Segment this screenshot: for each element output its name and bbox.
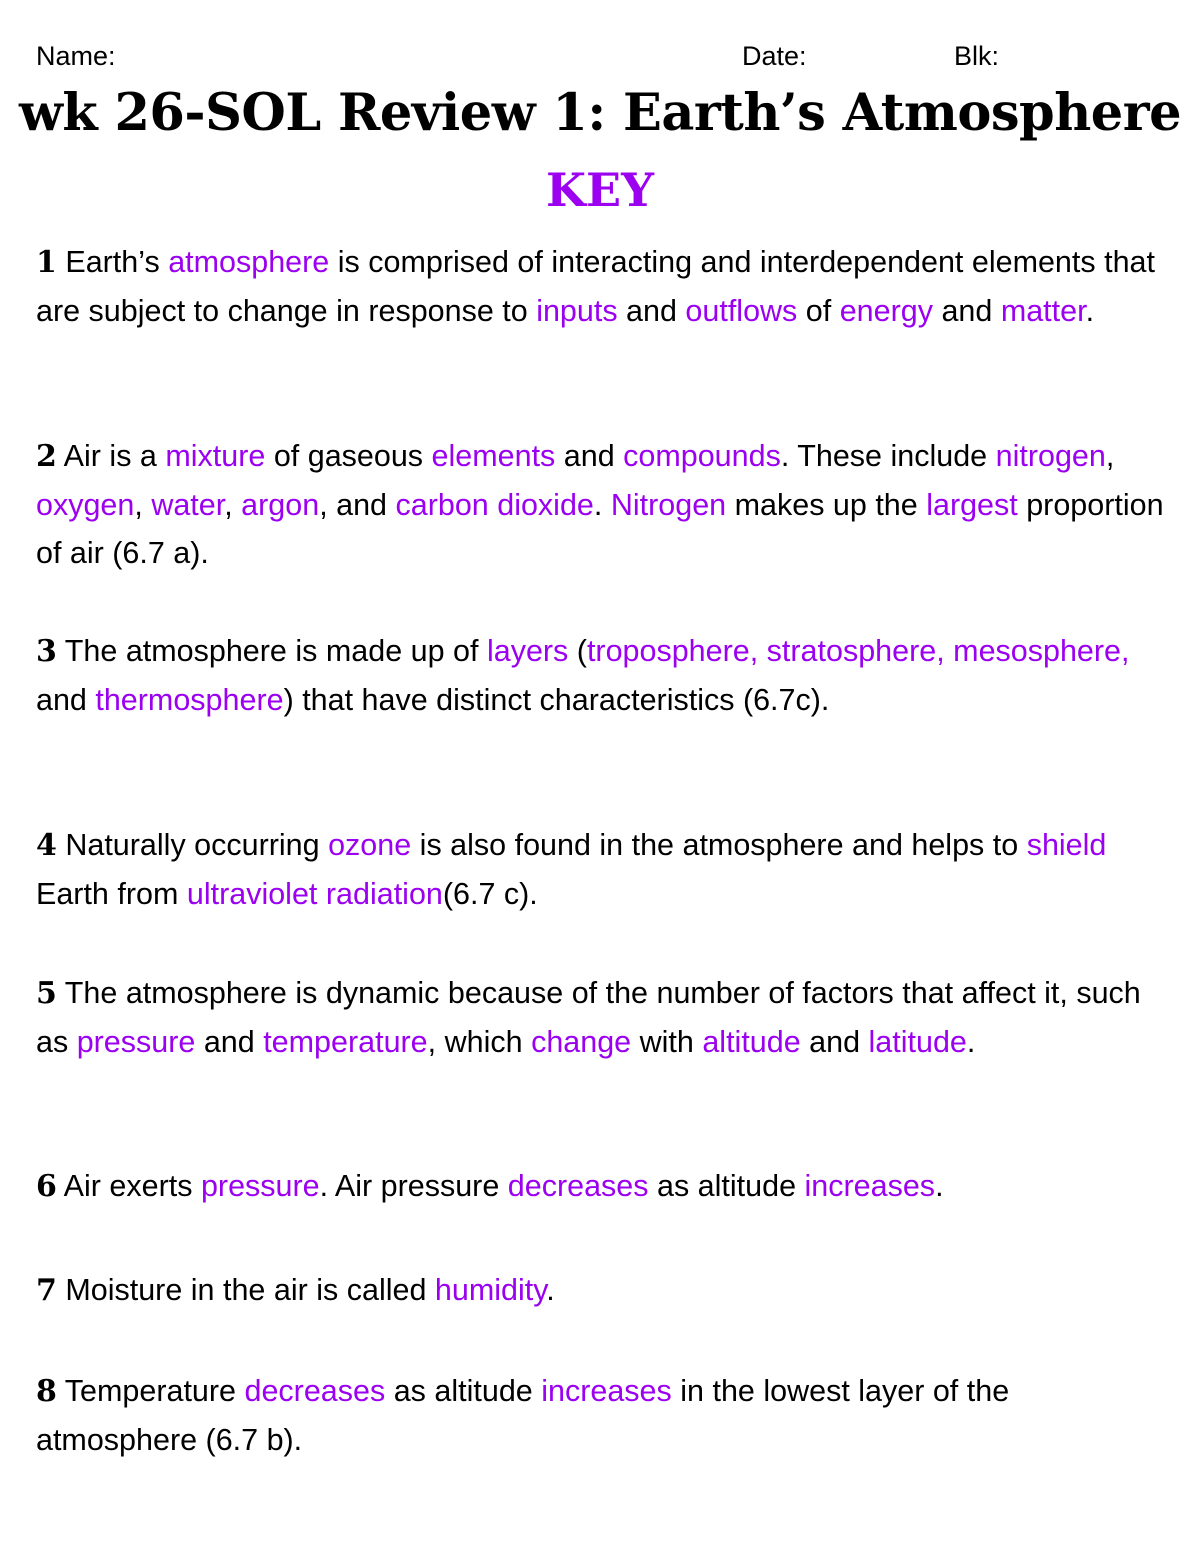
- review-item-5: [36, 969, 1176, 1066]
- item-text: ) that have distinct characteristics (6.7c).: [283, 683, 830, 717]
- item-text: as altitude: [648, 1169, 805, 1203]
- item-text: Air exerts: [56, 1169, 201, 1203]
- name-label: Name:: [36, 41, 116, 71]
- item-text: Air is a: [56, 439, 166, 473]
- answer: outflows: [685, 294, 798, 328]
- item-text: of gaseous: [265, 439, 432, 473]
- answer: increases: [804, 1169, 936, 1203]
- answer: pressure: [76, 1025, 196, 1059]
- answer: change: [531, 1025, 632, 1059]
- item-text: and: [932, 294, 1001, 328]
- answer: ozone: [328, 828, 412, 862]
- review-item-3: [36, 627, 1176, 724]
- item-text: (6.7 c).: [442, 877, 538, 911]
- answer: inputs: [536, 294, 618, 328]
- answer: elements: [431, 439, 556, 473]
- header-row: [36, 38, 1164, 74]
- item-text: ,: [224, 488, 242, 522]
- item-text: proportion of air (6.7 a).: [36, 488, 1164, 570]
- review-item-2: [36, 432, 1176, 577]
- item-text: , which: [427, 1025, 532, 1059]
- item-text: ,: [1105, 439, 1115, 473]
- answer: atmosphere: [168, 245, 330, 279]
- item-text: . Air pressure: [319, 1169, 508, 1203]
- item-text: and: [195, 1025, 264, 1059]
- item-text: ,: [134, 488, 152, 522]
- item-text: Naturally occurring: [56, 828, 329, 862]
- item-number: 8: [36, 1374, 57, 1409]
- answer: troposphere, stratosphere, mesosphere,: [586, 634, 1130, 668]
- page-title: wk 26-SOL Review 1: Earth’s Atmosphere: [18, 83, 1182, 143]
- answer: increases: [541, 1374, 672, 1408]
- answer: Nitrogen: [610, 488, 727, 522]
- item-text: makes up the: [726, 488, 927, 522]
- item-number: 6: [36, 1169, 57, 1204]
- answer: compounds: [623, 439, 781, 473]
- answer: oxygen: [36, 488, 135, 522]
- answer: layers: [486, 634, 569, 668]
- answer: mixture: [165, 439, 266, 473]
- item-text: .: [593, 488, 611, 522]
- item-text: with: [631, 1025, 703, 1059]
- review-item-1: [36, 238, 1176, 335]
- answer: decreases: [244, 1374, 386, 1408]
- answer: pressure: [200, 1169, 320, 1203]
- item-text: of: [797, 294, 840, 328]
- item-text: and: [555, 439, 624, 473]
- item-text: .: [1085, 294, 1095, 328]
- item-text: , and: [319, 488, 396, 522]
- item-text: and: [36, 683, 96, 717]
- item-number: 4: [36, 828, 57, 863]
- item-text: Temperature: [56, 1374, 245, 1408]
- answer: nitrogen: [995, 439, 1106, 473]
- review-item-6: [36, 1162, 1176, 1211]
- answer: water: [151, 488, 225, 522]
- answer: decreases: [507, 1169, 649, 1203]
- item-number: 1: [36, 245, 57, 280]
- item-text: .: [935, 1169, 944, 1203]
- answer: matter: [1000, 294, 1086, 328]
- item-text: and: [617, 294, 686, 328]
- answer: ultraviolet radiation: [186, 877, 443, 911]
- review-item-7: [36, 1266, 1176, 1315]
- item-text: The atmosphere is dynamic because of the number of factors that affect it, such as: [36, 976, 1141, 1059]
- answer: temperature: [263, 1025, 428, 1059]
- item-text: .: [966, 1025, 976, 1059]
- item-text: . These include: [780, 439, 996, 473]
- answer: altitude: [702, 1025, 801, 1059]
- item-number: 3: [36, 634, 57, 669]
- item-number: 5: [36, 976, 57, 1011]
- date-label: Date:: [742, 41, 807, 71]
- answer: humidity: [434, 1273, 547, 1307]
- item-text: is comprised of interacting and interdependent elements that are subject to change in response to: [36, 245, 1155, 328]
- answer: thermosphere: [95, 683, 284, 717]
- blk-label: Blk:: [954, 41, 1000, 71]
- item-number: 2: [36, 439, 57, 474]
- item-text: and: [800, 1025, 869, 1059]
- item-text: as altitude: [385, 1374, 542, 1408]
- key-label: KEY: [546, 163, 654, 217]
- answer: latitude: [868, 1025, 967, 1059]
- item-text: in the lowest layer of the atmosphere (6.7 b).: [36, 1374, 1010, 1457]
- item-text: Earth’s: [56, 245, 169, 279]
- answer: argon: [241, 488, 320, 522]
- review-item-4: [36, 821, 1176, 918]
- review-item-8: [36, 1367, 1176, 1464]
- answer: shield: [1026, 828, 1107, 862]
- item-text: The atmosphere is made up of: [56, 634, 487, 668]
- item-text: Earth from: [36, 877, 187, 911]
- item-text: (: [568, 634, 587, 668]
- answer: energy: [839, 294, 933, 328]
- answer: carbon dioxide: [395, 488, 594, 522]
- item-text: Moisture in the air is called: [56, 1273, 435, 1307]
- item-text: .: [546, 1273, 555, 1307]
- answer: largest: [926, 488, 1018, 522]
- item-text: is also found in the atmosphere and helps to: [411, 828, 1027, 862]
- item-number: 7: [36, 1273, 57, 1308]
